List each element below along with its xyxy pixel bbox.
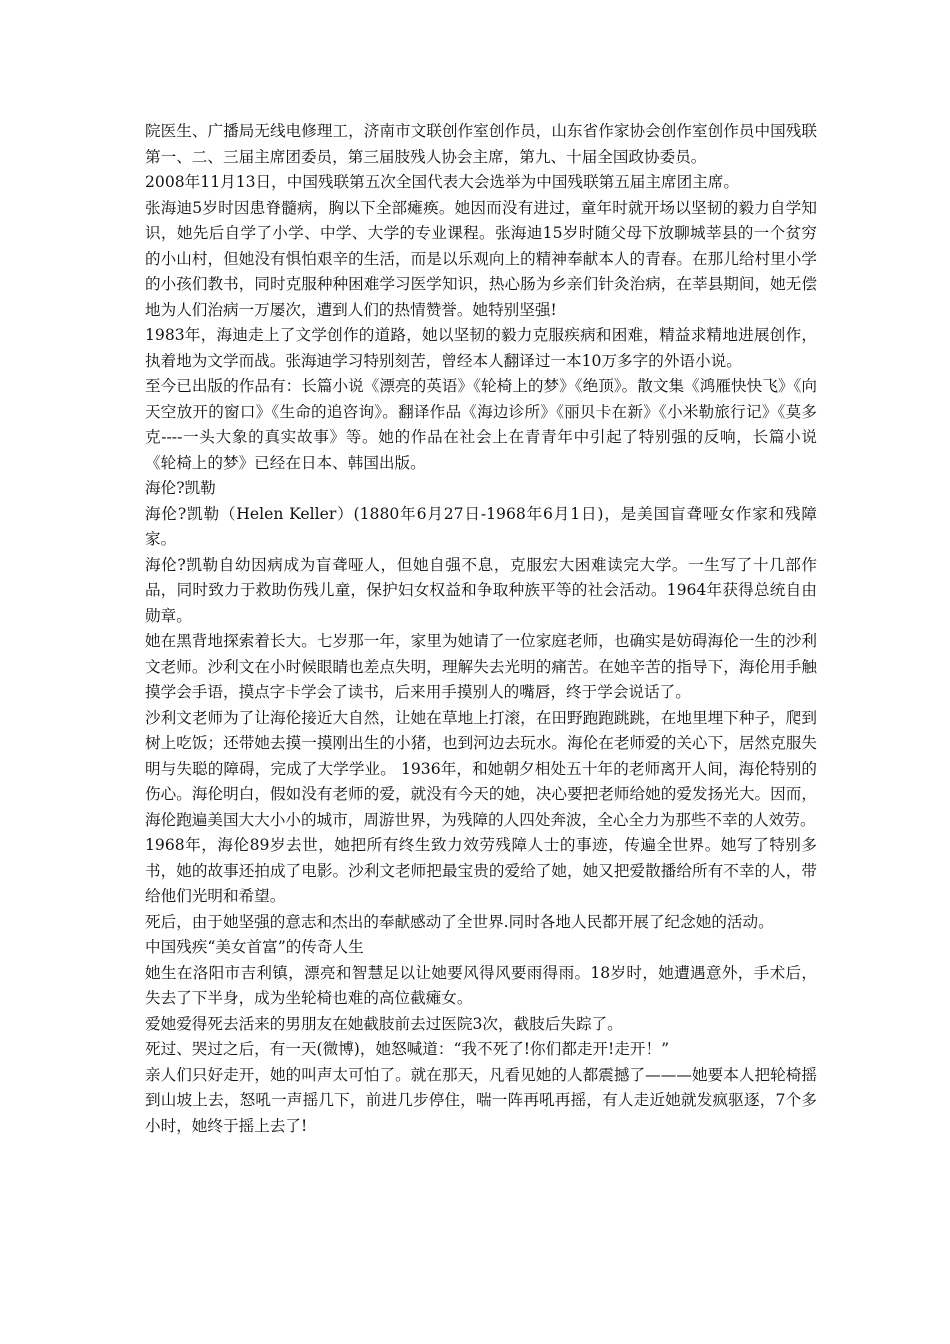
paragraph: 至今已出版的作品有：长篇小说《漂亮的英语》《轮椅上的梦》《绝顶》。散文集《鸿雁快快飞》《向天空放开的窗口》《生命的追咨询》。翻译作品《海边诊所》《丽贝卡在新》《小米勒旅行记》《莫多克----一头大象的真实故事》等。她的作品在社会上在青青年中引起了特别强的反响，长篇小说《轮椅上的梦》已经在日本、韩国出版。 — [145, 377, 817, 472]
paragraph: 她在黑背地探索着长大。七岁那一年，家里为她请了一位家庭老师，也确实是妨碍海伦一生的沙利文老师。沙利文在小时候眼睛也差点失明，理解失去光明的痛苦。在她辛苦的指导下，海伦用手触摸学会手语，摸点字卡学会了读书，后来用手摸别人的嘴唇，终于学会说话了。 — [145, 632, 817, 701]
paragraph: 海伦?凯勒自幼因病成为盲聋哑人，但她自强不息，克服宏大困难读完大学。一生写了十几部作品，同时致力于救助伤残儿童，保护妇女权益和争取种族平等的社会活动。1964年获得总统自由勋章。 — [145, 555, 817, 625]
paragraph: 1968年，海伦89岁去世，她把所有终生致力效劳残障人士的事迹，传遍全世界。她写了特别多书，她的故事还拍成了电影。沙利文老师把最宝贵的爱给了她，她又把爱散播给所有不幸的人，带给他们光明和希望。 — [145, 836, 817, 905]
paragraph: 2008年11月13日，中国残联第五次全国代表大会选举为中国残联第五届主席团主席。 — [145, 173, 739, 191]
paragraph: 院医生、广播局无线电修理工，济南市文联创作室创作员，山东省作家协会创作室创作员中国残联第一、二、三届主席团委员，第三届肢残人协会主席，第九、十届全国政协委员。 — [145, 122, 817, 166]
paragraph: 沙利文老师为了让海伦接近大自然，让她在草地上打滚，在田野跑跑跳跳，在地里埋下种子，爬到树上吃饭；还带她去摸一摸刚出生的小猪，也到河边去玩水。海伦在老师爱的关心下，居然克服失明与失聪的障碍，完成了大学学业。 1936年，和她朝夕相处五十年的老师离开人间，海伦特别的伤心。海伦明白，假如没有老师的爱，就没有今天的她，决心要把老师给她的爱发扬光大。因而，海伦跑遍美国大大小小的城市，周游世界，为残障的人四处奔波，全心全力为那些不幸的人效劳。 — [145, 708, 817, 829]
paragraph: 海伦?凯勒（Helen Keller）(1880年6月27日-1968年6月1日)，是美国盲聋哑女作家和残障家。 — [145, 504, 817, 548]
paragraph: 亲人们只好走开，她的叫声太可怕了。就在那天，凡看见她的人都震撼了———她要本人把轮椅摇到山坡上去，怒吼一声摇几下，前进几步停住，喘一阵再吼再摇，有人走近她就发疯驱逐，7个多小时，她终于摇上去了! — [145, 1065, 817, 1135]
paragraph: 1983年，海迪走上了文学创作的道路，她以坚韧的毅力克服疾病和困难，精益求精地进展创作，执着地为文学而战。张海迪学习特别刻苦，曾经本人翻译过一本10万多字的外语小说。 — [145, 326, 817, 370]
paragraph: 死后，由于她坚强的意志和杰出的奉献感动了全世界.同时各地人民都开展了纪念她的活动。 — [145, 912, 774, 931]
section-heading: 中国残疾“美女首富”的传奇人生 — [145, 938, 364, 956]
section-heading: 海伦?凯勒 — [145, 479, 216, 497]
paragraph: 张海迪5岁时因患脊髓病，胸以下全部瘫痪。她因而没有进过，童年时就开场以坚韧的毅力自学知识，她先后自学了小学、中学、大学的专业课程。张海迪15岁时随父母下放聊城莘县的一个贫穷的小山村，但她没有惧怕艰辛的生活，而是以乐观向上的精神奉献本人的青春。在那儿给村里小学的小孩们教书，同时克服种种困难学习医学知识，热心肠为乡亲们针灸治病，在莘县期间，她无偿地为人们治病一万屡次，遭到人们的热情赞誉。她特别坚强! — [145, 198, 817, 319]
paragraph: 爱她爱得死去活来的男朋友在她截肢前去过医院3次，截肢后失踪了。 — [145, 1014, 623, 1033]
paragraph: 死过、哭过之后，有一天(微博)，她怒喊道：“我不死了!你们都走开!走开！” — [145, 1040, 670, 1058]
paragraph: 她生在洛阳市吉利镇，漂亮和智慧足以让她要风得风要雨得雨。18岁时，她遭遇意外，手术后，失去了下半身，成为坐轮椅也难的高位截瘫女。 — [145, 963, 817, 1007]
document-body — [145, 119, 817, 1139]
